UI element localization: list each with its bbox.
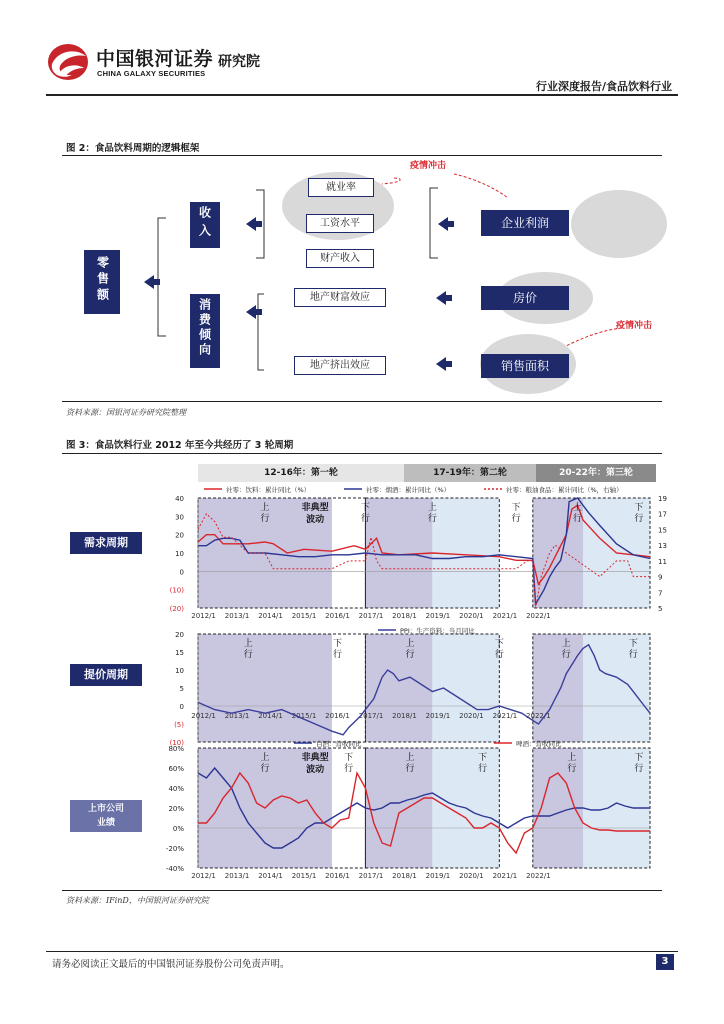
income-box xyxy=(190,202,220,248)
cycle-annotation-2-5-0: 下 xyxy=(634,753,644,763)
x-tick-label-2-0: 2012/1 xyxy=(191,872,216,880)
legend-label-2-1: 啤酒：营收同比 xyxy=(516,740,562,748)
y-tick-label-0-3: 10 xyxy=(175,550,184,558)
x-tick-label-0-1: 2013/1 xyxy=(224,612,250,620)
cycle-annotation-2-3-1: 行 xyxy=(478,764,488,774)
cycle-annotation-1-0-0: 上 xyxy=(243,639,253,649)
y2-tick-label-3: 13 xyxy=(658,542,667,551)
brand-name-en: CHINA GALAXY SECURITIES xyxy=(97,69,206,78)
figure-2-source: 资料来源：国银河证券研究院整理 xyxy=(66,408,186,417)
x-tick-label-1-8: 2020/1 xyxy=(459,712,484,720)
employment-label: 就业率 xyxy=(326,182,356,193)
legend-label-1-0: PPI：生产资料：当月同比 xyxy=(400,627,475,635)
figure-2-title: 图 2：食品饮料周期的逻辑框架 xyxy=(66,143,200,154)
footer-disclaimer: 请务必阅读正文最后的中国银河证券股份公司免责声明。 xyxy=(52,959,290,970)
report-category: 行业深度报告/食品饮料行业 xyxy=(535,80,672,93)
cycle-charts xyxy=(160,484,670,882)
y-tick-label-2-6: -40% xyxy=(165,865,184,873)
brand-name-cn: 中国银河证券 xyxy=(96,48,214,70)
x-tick-label-0-9: 2021/1 xyxy=(492,612,518,620)
figure-2-bottom-rule xyxy=(62,401,662,402)
cycle-annotation-0-2-0: 上 xyxy=(572,503,582,513)
dept-label: 研究院 xyxy=(218,54,260,70)
cycle-annotation-1-3-0: 下 xyxy=(494,639,504,649)
income-label: 收入 xyxy=(197,206,212,242)
cycle-annotation-2-0-0: 上 xyxy=(260,753,270,763)
phase-bar-3 xyxy=(536,464,656,482)
x-tick-label-0-4: 2016/1 xyxy=(325,612,350,620)
cycle-annotation-0-1-0: 上 xyxy=(427,503,437,513)
cycle-annotation-1-5-1: 行 xyxy=(628,650,638,660)
cycle-shade-1-2 xyxy=(365,634,432,742)
y-tick-label-0-1: 30 xyxy=(175,513,184,522)
cycle-annotation-1-2-1: 行 xyxy=(405,650,415,660)
cycle-annotation-1-2-0: 上 xyxy=(405,639,415,649)
cycle-shade-1-5 xyxy=(533,634,583,742)
x-tick-label-2-1: 2013/1 xyxy=(224,872,250,880)
y-tick-label-1-4: 0 xyxy=(179,703,184,711)
x-tick-label-0-0: 2012/1 xyxy=(191,612,216,620)
wealth-effect-label: 地产财富效应 xyxy=(310,292,370,303)
y2-tick-label-2: 15 xyxy=(658,526,667,535)
x-tick-label-1-5: 2017/1 xyxy=(358,712,384,720)
cycle-annotation-1-1-0: 下 xyxy=(332,639,343,649)
x-tick-label-2-9: 2021/1 xyxy=(492,872,518,880)
phase-bar-2 xyxy=(404,464,536,482)
x-tick-label-0-3: 2015/1 xyxy=(291,612,317,620)
x-tick-label-0-8: 2020/1 xyxy=(459,612,484,620)
y-tick-label-1-5: (5) xyxy=(174,721,184,729)
cycle-annotation-0-4-0: 下 xyxy=(511,503,521,513)
x-tick-label-1-10: 2022/1 xyxy=(526,712,551,720)
performance-text-1: 上市公司 xyxy=(87,804,124,814)
cycle-annotation-0-2-1: 行 xyxy=(572,514,582,524)
cycle-annotation-2-1-1: 行 xyxy=(344,764,354,774)
y-tick-label-0-6: (20) xyxy=(169,605,184,613)
cycle-annotation-2-2-0: 上 xyxy=(405,753,415,763)
y-tick-label-2-4: 0% xyxy=(172,825,184,833)
legend-label-0-0: 社零：饮料：累计同比（%） xyxy=(226,486,311,494)
figure-3-bottom-rule xyxy=(62,890,662,891)
x-tick-label-1-9: 2021/1 xyxy=(492,712,518,720)
wage-label: 工资水平 xyxy=(320,218,360,229)
performance-text-2: 业绩 xyxy=(96,818,115,828)
profit-box xyxy=(481,210,569,236)
footer-rule xyxy=(46,951,678,952)
cycle-annotation-1-4-0: 上 xyxy=(561,639,571,649)
y-tick-label-1-6: (10) xyxy=(169,739,184,747)
cycle-annotation-2-0-1: 行 xyxy=(260,764,270,774)
cycle-annotation-2-4-1: 行 xyxy=(567,764,577,774)
x-tick-label-2-3: 2015/1 xyxy=(291,872,317,880)
propensity-label: 消费倾向 xyxy=(197,298,212,358)
y2-tick-label-5: 9 xyxy=(658,573,663,582)
house-price-box xyxy=(481,286,569,310)
x-tick-label-2-5: 2017/1 xyxy=(358,872,384,880)
x-tick-label-2-7: 2019/1 xyxy=(425,872,451,880)
phase-1-label: 12-16年：第一轮 xyxy=(264,468,338,478)
phase-3-label: 20-22年：第三轮 xyxy=(559,468,633,478)
atypical-label-b-2: 波动 xyxy=(306,765,325,775)
y-tick-label-0-4: 0 xyxy=(179,568,184,577)
cycle-shade-1-0 xyxy=(198,634,332,742)
x-tick-label-0-2: 2014/1 xyxy=(258,612,283,620)
x-tick-label-0-6: 2018/1 xyxy=(392,612,417,620)
cycle-annotation-1-5-0: 下 xyxy=(628,639,638,649)
legend-label-0-1: 社零：烟酒：累计同比（%） xyxy=(366,486,451,494)
x-tick-label-1-3: 2015/1 xyxy=(291,712,317,720)
performance-label xyxy=(70,800,142,832)
y-tick-label-2-5: -20% xyxy=(165,845,184,853)
atypical-label-a-2: 非典型 xyxy=(301,753,329,763)
cycle-shade-1-6 xyxy=(583,634,650,742)
cycle-annotation-0-0-0: 上 xyxy=(260,503,270,513)
cycle-annotation-2-5-1: 行 xyxy=(634,764,644,774)
cycle-annotation-0-5-0: 下 xyxy=(634,503,644,513)
propensity-box xyxy=(190,294,220,368)
sales-area-label: 销售面积 xyxy=(500,359,549,373)
y-tick-label-1-2: 10 xyxy=(175,667,184,675)
figure-2-top-rule xyxy=(62,155,662,156)
retail-sales-label: 零售额 xyxy=(95,256,110,304)
x-tick-label-1-7: 2019/1 xyxy=(425,712,451,720)
x-tick-label-1-1: 2013/1 xyxy=(224,712,250,720)
y-tick-label-2-2: 40% xyxy=(168,785,184,793)
cycle-annotation-0-1-1: 行 xyxy=(427,514,437,524)
cycle-annotation-0-3-0: 下 xyxy=(360,503,370,513)
legend-label-2-0: 白酒：营收同比 xyxy=(316,740,362,748)
retail-sales-box xyxy=(84,250,120,314)
x-tick-label-2-4: 2016/1 xyxy=(325,872,350,880)
wage-box xyxy=(306,214,374,233)
y-tick-label-2-1: 60% xyxy=(168,765,184,773)
x-tick-label-0-5: 2017/1 xyxy=(358,612,384,620)
y-tick-label-2-3: 20% xyxy=(168,805,184,813)
property-income-label: 财产收入 xyxy=(320,253,360,264)
price-cycle-label xyxy=(70,664,142,686)
legend-label-0-2: 社零：粮油食品：累计同比（%，右轴） xyxy=(506,486,623,494)
covid-shock-label-2: 疫情冲击 xyxy=(616,321,653,331)
figure-3-title: 图 3：食品饮料行业 2012 年至今共经历了 3 轮周期 xyxy=(66,440,294,451)
x-tick-label-2-10: 2022/1 xyxy=(526,872,551,880)
header-rule xyxy=(46,94,678,96)
y2-tick-label-7: 5 xyxy=(658,605,663,613)
cycle-annotation-2-3-0: 下 xyxy=(478,753,488,763)
cycle-annotation-0-4-1: 行 xyxy=(511,514,521,524)
y-tick-label-0-5: (10) xyxy=(169,586,184,595)
y2-tick-label-1: 17 xyxy=(658,510,667,519)
employment-box xyxy=(308,178,374,197)
x-tick-label-1-6: 2018/1 xyxy=(392,712,417,720)
y2-tick-label-0: 19 xyxy=(658,495,667,503)
brand-logo-icon xyxy=(46,42,90,82)
cycle-annotation-1-3-1: 行 xyxy=(494,650,504,660)
y2-tick-label-4: 11 xyxy=(658,557,667,566)
figure-3-source: 资料来源：IFinD，中国银河证券研究院 xyxy=(66,896,209,905)
cycle-annotation-2-4-0: 上 xyxy=(567,753,577,763)
x-tick-label-0-10: 2022/1 xyxy=(526,612,551,620)
y-tick-label-1-0: 20 xyxy=(175,631,184,639)
page-number: 3 xyxy=(656,954,674,970)
x-tick-label-2-2: 2014/1 xyxy=(258,872,283,880)
cycle-annotation-1-1-1: 行 xyxy=(332,650,343,660)
wealth-effect-box xyxy=(294,288,386,307)
figure-3-top-rule xyxy=(62,453,662,454)
crowd-out-box xyxy=(294,356,386,375)
cycle-annotation-1-0-1: 行 xyxy=(243,650,253,660)
x-tick-label-1-0: 2012/1 xyxy=(191,712,216,720)
y2-tick-label-6: 7 xyxy=(658,589,663,598)
x-tick-label-0-7: 2019/1 xyxy=(425,612,451,620)
phase-bar-1 xyxy=(198,464,404,482)
crowd-out-label: 地产挤出效应 xyxy=(310,360,370,371)
x-tick-label-2-6: 2018/1 xyxy=(392,872,417,880)
y-tick-label-2-0: 80% xyxy=(168,745,184,753)
sales-area-box xyxy=(481,354,569,378)
y-tick-label-1-3: 5 xyxy=(179,685,184,693)
cycle-annotation-2-1-0: 下 xyxy=(344,753,354,763)
y-tick-label-0-2: 20 xyxy=(175,531,184,540)
cycle-annotation-2-2-1: 行 xyxy=(405,764,415,774)
property-income-box xyxy=(306,249,374,268)
cycle-annotation-0-3-1: 行 xyxy=(360,514,370,524)
atypical-label-b-0: 波动 xyxy=(306,515,325,525)
covid-shock-label-1: 疫情冲击 xyxy=(410,161,447,171)
cycle-shade-2-2 xyxy=(365,748,432,868)
house-price-label: 房价 xyxy=(512,291,537,305)
phase-2-label: 17-19年：第二轮 xyxy=(433,468,507,478)
y-tick-label-1-1: 15 xyxy=(175,649,184,657)
cycle-annotation-0-5-1: 行 xyxy=(634,514,644,524)
price-cycle-text: 提价周期 xyxy=(84,668,128,681)
atypical-label-a-0: 非典型 xyxy=(301,503,329,513)
cycle-annotation-0-0-1: 行 xyxy=(260,514,270,524)
demand-cycle-text: 需求周期 xyxy=(84,536,128,549)
x-tick-label-2-8: 2020/1 xyxy=(459,872,484,880)
demand-cycle-label xyxy=(70,532,142,554)
x-tick-label-1-2: 2014/1 xyxy=(258,712,283,720)
y-tick-label-0-0: 40 xyxy=(175,495,184,503)
cycle-annotation-1-4-1: 行 xyxy=(561,650,571,660)
x-tick-label-1-4: 2016/1 xyxy=(325,712,350,720)
profit-label: 企业利润 xyxy=(500,216,549,230)
